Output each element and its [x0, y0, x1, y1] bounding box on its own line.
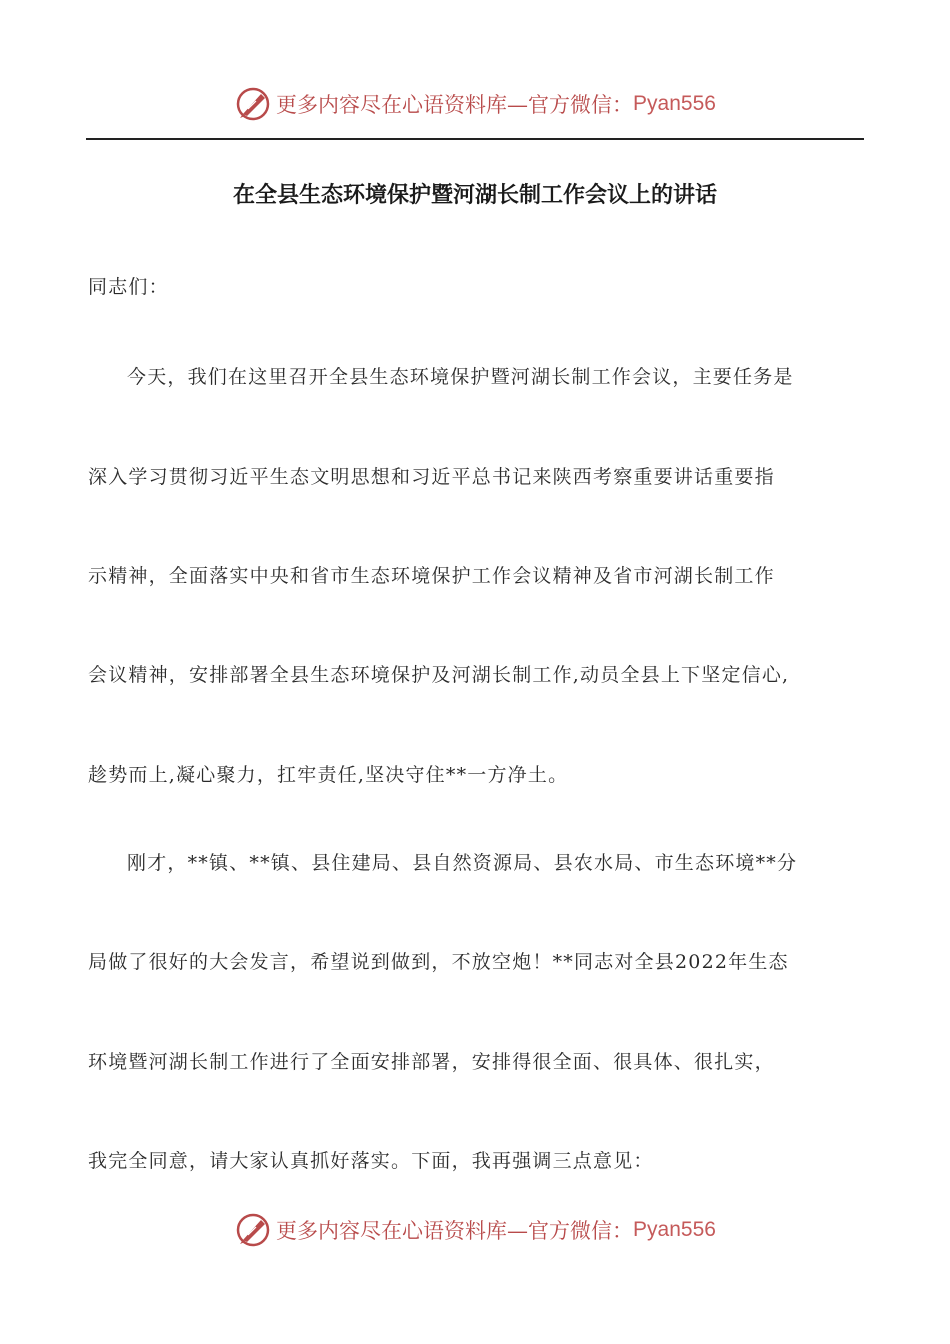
banner-text: 更多内容尽在心语资料库—官方微信： [276, 93, 634, 117]
header-banner [0, 82, 950, 126]
document-title: 在全县生态环境保护暨河湖长制工作会议上的讲话 [232, 182, 717, 208]
body-line: 我完全同意，请大家认真抓好落实。下面，我再强调三点意见： [88, 1150, 654, 1172]
banner-text: 更多内容尽在心语资料库—官方微信： [276, 1219, 634, 1243]
wechat-id: Pyan556 [633, 92, 716, 115]
body-line: 趁势而上,凝心聚力，扛牢责任,坚决守住**一方净土。 [88, 764, 569, 786]
body-line: 示精神，全面落实中央和省市生态环境保护工作会议精神及省市河湖长制工作 [88, 565, 775, 587]
wechat-id: Pyan556 [633, 1218, 716, 1241]
pen-quill-logo-icon [234, 85, 272, 123]
pen-quill-logo-icon [234, 1211, 272, 1249]
body-line: 环境暨河湖长制工作进行了全面安排部署，安排得很全面、很具体、很扎实， [88, 1051, 775, 1073]
salutation: 同志们： [88, 276, 169, 298]
body-line: 今天，我们在这里召开全县生态环境保护暨河湖长制工作会议，主要任务是 [127, 366, 794, 388]
body-line: 会议精神，安排部署全县生态环境保护及河湖长制工作,动员全县上下坚定信心, [88, 664, 790, 686]
header-divider [86, 138, 864, 140]
body-line: 局做了很好的大会发言，希望说到做到，不放空炮！**同志对全县2022年生态 [88, 951, 789, 973]
footer-banner [0, 1208, 950, 1252]
body-line: 刚才，**镇、**镇、县住建局、县自然资源局、县农水局、市生态环境**分 [127, 852, 798, 874]
body-line: 深入学习贯彻习近平生态文明思想和习近平总书记来陕西考察重要讲话重要指 [88, 466, 775, 488]
